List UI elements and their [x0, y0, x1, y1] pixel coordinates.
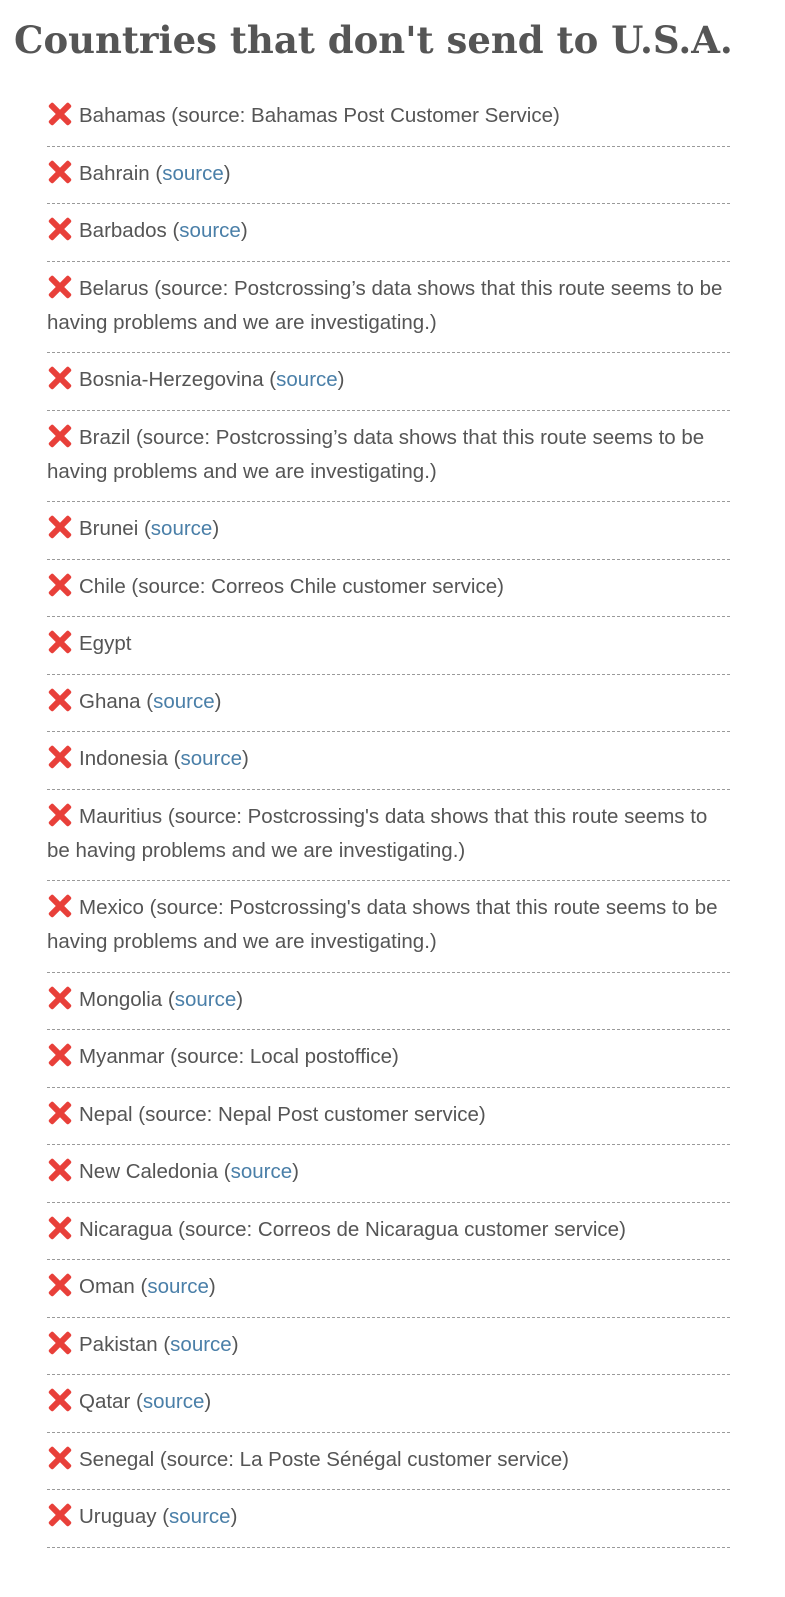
source-note: source: Nepal Post customer service [145, 1102, 479, 1126]
cross-mark-icon [47, 1445, 73, 1471]
country-name: Brazil [79, 425, 131, 449]
cross-mark-icon [47, 1387, 73, 1413]
cross-mark-icon [47, 423, 73, 449]
source-link[interactable]: source [147, 1275, 209, 1298]
list-item [47, 675, 730, 733]
cross-mark-icon [47, 274, 73, 300]
list-item [47, 1375, 730, 1433]
source-link[interactable]: source [150, 517, 213, 540]
country-list [47, 89, 730, 1548]
country-name: Senegal [79, 1447, 155, 1471]
list-item [47, 973, 730, 1031]
cross-mark-icon [47, 1100, 73, 1126]
country-name: Bosnia-Herzegovina [79, 368, 264, 391]
paren-open: ( [132, 1102, 146, 1126]
paren-close: ) [241, 747, 249, 770]
cross-mark-icon [47, 514, 73, 540]
country-name: New Caledonia [79, 1160, 219, 1183]
source-note: source: Postcrossing’s data shows that this route seems to be having problems and we are investigating. [47, 425, 705, 483]
country-name: Qatar [79, 1390, 131, 1413]
paren-close: ) [292, 1160, 299, 1183]
paren-open: ( [130, 1390, 143, 1413]
source-link[interactable]: source [180, 747, 242, 770]
paren-close: ) [562, 1447, 569, 1471]
paren-close: ) [391, 1045, 399, 1068]
list-item [47, 411, 730, 503]
list-item [47, 353, 730, 411]
source-link[interactable]: source [276, 368, 338, 391]
cross-mark-icon [47, 101, 73, 127]
paren-close: ) [337, 368, 345, 391]
country-name: Uruguay [79, 1505, 157, 1528]
paren-close: ) [429, 459, 437, 483]
list-item [47, 881, 730, 973]
source-link[interactable]: source [230, 1160, 293, 1183]
paren-open: ( [156, 1505, 170, 1528]
list-item [47, 1030, 730, 1088]
country-name: Mongolia [79, 987, 163, 1011]
paren-open: ( [263, 368, 277, 391]
paren-open: ( [140, 689, 154, 713]
source-link[interactable]: source [170, 1332, 232, 1356]
paren-open: ( [162, 987, 175, 1011]
source-link[interactable]: source [162, 161, 224, 185]
country-name: Indonesia [79, 747, 168, 770]
cross-mark-icon [47, 629, 73, 655]
paren-open: ( [167, 747, 181, 770]
paren-close: ) [212, 517, 220, 540]
country-name: Nepal [79, 1102, 133, 1126]
list-item [47, 790, 730, 882]
paren-open: ( [125, 574, 139, 598]
source-note: source: Postcrossing's data shows that this route seems to be having problems and we are investigating. [47, 896, 718, 953]
list-item [47, 1203, 730, 1261]
source-link[interactable]: source [169, 1505, 231, 1528]
source-note: source: Local postoffice [176, 1045, 392, 1068]
cross-mark-icon [47, 893, 73, 919]
list-item [47, 617, 730, 675]
source-note: source: Bahamas Post Customer Service [178, 104, 553, 127]
cross-mark-icon [47, 159, 73, 185]
list-item [47, 1318, 730, 1376]
cross-mark-icon [47, 687, 73, 713]
country-name: Egypt [79, 632, 132, 655]
country-name: Brunei [79, 517, 139, 540]
paren-close: ) [497, 574, 504, 598]
country-name: Belarus [79, 276, 149, 300]
paren-close: ) [429, 930, 437, 953]
cross-mark-icon [47, 365, 73, 391]
country-name: Oman [79, 1275, 135, 1298]
source-note: source: Postcrossing's data shows that this route seems to be having problems and we are investigating. [47, 804, 708, 862]
paren-close: ) [204, 1390, 212, 1413]
paren-close: ) [223, 161, 231, 185]
paren-close: ) [214, 689, 222, 713]
paren-open: ( [218, 1160, 231, 1183]
paren-close: ) [208, 1275, 216, 1298]
list-item [47, 732, 730, 790]
country-name: Bahrain [79, 161, 150, 185]
paren-open: ( [162, 804, 175, 828]
country-name: Barbados [79, 219, 167, 242]
list-item [47, 1433, 730, 1491]
cross-mark-icon [47, 1157, 73, 1183]
paren-open: ( [148, 276, 162, 300]
list-item [47, 1490, 730, 1548]
paren-close: ) [478, 1102, 486, 1126]
cross-mark-icon [47, 572, 73, 598]
paren-close: ) [619, 1217, 626, 1241]
paren-open: ( [157, 1332, 171, 1356]
source-link[interactable]: source [153, 689, 215, 713]
source-note: source: Correos Chile customer service [138, 574, 498, 598]
paren-open: ( [143, 896, 157, 919]
list-item [47, 502, 730, 560]
country-name: Ghana [79, 689, 141, 713]
country-name: Nicaragua [79, 1217, 173, 1241]
paren-open: ( [164, 1045, 177, 1068]
country-name: Myanmar [79, 1045, 165, 1068]
cross-mark-icon [47, 1272, 73, 1298]
paren-open: ( [149, 161, 163, 185]
paren-close: ) [240, 219, 248, 242]
page-title: Countries that don't send to U.S.A. [14, 18, 733, 62]
paren-close: ) [230, 1505, 238, 1528]
source-note: source: Postcrossing’s data shows that this route seems to be having problems and we are investigating. [47, 276, 723, 334]
paren-close: ) [458, 838, 466, 862]
paren-close: ) [553, 104, 560, 127]
cross-mark-icon [47, 1330, 73, 1356]
cross-mark-icon [47, 1042, 73, 1068]
cross-mark-icon [47, 985, 73, 1011]
list-item [47, 1088, 730, 1146]
cross-mark-icon [47, 216, 73, 242]
list-item [47, 262, 730, 354]
paren-open: ( [165, 104, 179, 127]
country-name: Bahamas [79, 104, 166, 127]
cross-mark-icon [47, 802, 73, 828]
paren-close: ) [236, 987, 244, 1011]
list-item [47, 204, 730, 262]
paren-open: ( [154, 1447, 167, 1471]
source-link[interactable]: source [179, 219, 241, 242]
source-note: source: Correos de Nicaragua customer service [184, 1217, 620, 1241]
cross-mark-icon [47, 1502, 73, 1528]
paren-open: ( [138, 517, 151, 540]
paren-open: ( [172, 1217, 185, 1241]
list-item [47, 1260, 730, 1318]
country-name: Mauritius [79, 804, 163, 828]
source-link[interactable]: source [142, 1390, 205, 1413]
country-name: Chile [79, 574, 126, 598]
cross-mark-icon [47, 744, 73, 770]
country-name: Pakistan [79, 1332, 158, 1356]
list-item [47, 147, 730, 205]
paren-open: ( [166, 219, 180, 242]
paren-close: ) [429, 310, 437, 334]
paren-open: ( [134, 1275, 148, 1298]
paren-open: ( [130, 425, 143, 449]
list-item [47, 89, 730, 147]
list-item [47, 1145, 730, 1203]
country-name: Mexico [79, 896, 144, 919]
cross-mark-icon [47, 1215, 73, 1241]
source-note: source: La Poste Sénégal customer service [166, 1447, 563, 1471]
paren-close: ) [231, 1332, 239, 1356]
list-item [47, 560, 730, 618]
source-link[interactable]: source [174, 987, 237, 1011]
